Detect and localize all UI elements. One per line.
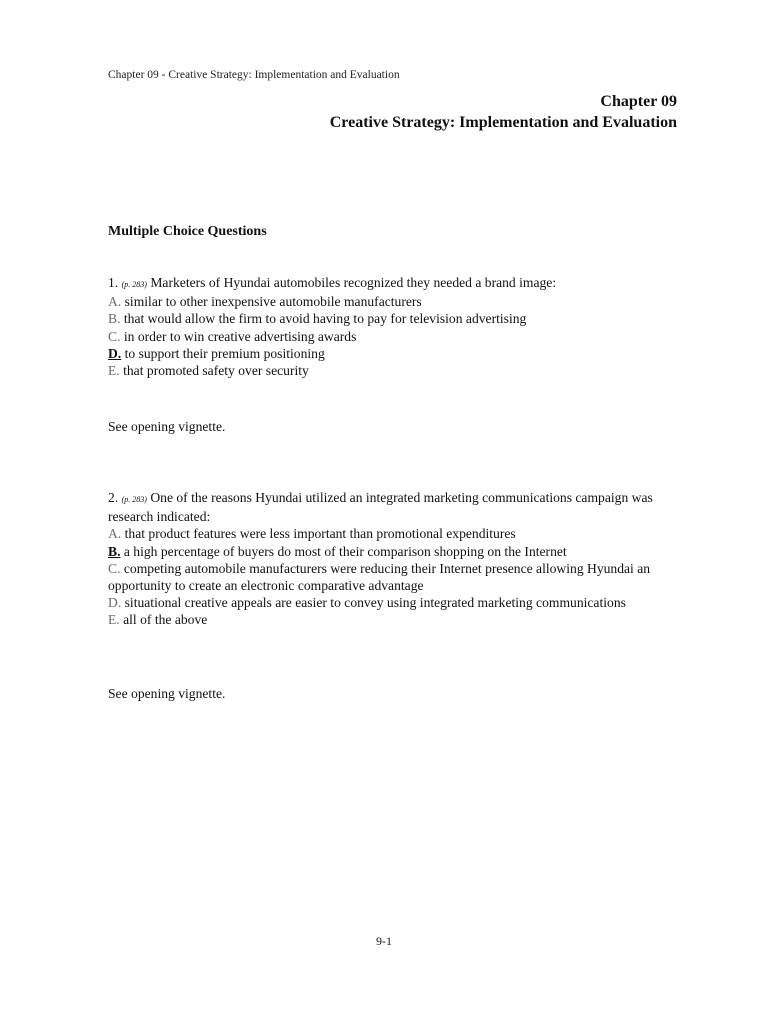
- option-e: [108, 362, 668, 379]
- option-letter: E.: [108, 363, 120, 379]
- chapter-title: Creative Strategy: Implementation and Evaluation: [329, 114, 677, 131]
- option-letter: C.: [108, 560, 121, 576]
- question-text: Marketers of Hyundai automobiles recognized they needed a brand image:: [150, 275, 557, 290]
- page-reference: (p. 283): [121, 495, 147, 504]
- question-stem: [108, 489, 668, 525]
- option-text: to support their premium positioning: [124, 345, 325, 361]
- section-heading: Multiple Choice Questions: [108, 224, 267, 239]
- question-2: [108, 489, 668, 629]
- running-header: Chapter 09 - Creative Strategy: Implementation and Evaluation: [108, 69, 400, 81]
- question-number: 2.: [108, 490, 119, 505]
- option-text: competing automobile manufacturers were reducing their Internet presence allowing Hyundai an opportunity to create an electronic comparative advantage: [108, 560, 651, 594]
- question-1: [108, 274, 668, 379]
- option-letter: A.: [108, 294, 122, 310]
- page-reference: (p. 283): [121, 280, 147, 289]
- option-a: [108, 293, 668, 310]
- option-text: that promoted safety over security: [123, 363, 309, 379]
- option-c: [108, 328, 668, 345]
- chapter-number: Chapter 09: [600, 93, 677, 110]
- option-d: [108, 594, 668, 611]
- option-c: [108, 560, 668, 594]
- chapter-heading: [330, 91, 677, 133]
- option-text: situational creative appeals are easier to convey using integrated marketing communications: [124, 595, 626, 611]
- question-text: One of the reasons Hyundai utilized an integrated marketing communications campaign was research indicated:: [108, 490, 653, 525]
- option-letter: A.: [108, 526, 122, 542]
- option-text: similar to other inexpensive automobile manufacturers: [124, 294, 422, 310]
- question-stem: [108, 274, 668, 293]
- page-number: 9-1: [376, 934, 392, 948]
- option-text: a high percentage of buyers do most of their comparison shopping on the Internet: [123, 543, 567, 559]
- option-letter: E.: [108, 612, 120, 628]
- option-text: in order to win creative advertising awards: [123, 328, 357, 344]
- answer-note: See opening vignette.: [108, 419, 226, 434]
- option-b: [108, 310, 668, 327]
- option-text: that product features were less important than promotional expenditures: [124, 526, 516, 542]
- correct-option-letter: B.: [108, 543, 121, 559]
- option-b-correct: [108, 543, 668, 560]
- option-d-correct: [108, 345, 668, 362]
- answer-note: See opening vignette.: [108, 686, 226, 701]
- correct-option-letter: D.: [108, 345, 122, 361]
- option-text: that would allow the firm to avoid having to pay for television advertising: [123, 311, 527, 327]
- option-text: all of the above: [123, 612, 208, 628]
- option-e: [108, 611, 668, 628]
- option-a: [108, 525, 668, 542]
- option-letter: B.: [108, 311, 121, 327]
- option-letter: C.: [108, 328, 121, 344]
- question-number: 1.: [108, 275, 119, 290]
- option-letter: D.: [108, 595, 122, 611]
